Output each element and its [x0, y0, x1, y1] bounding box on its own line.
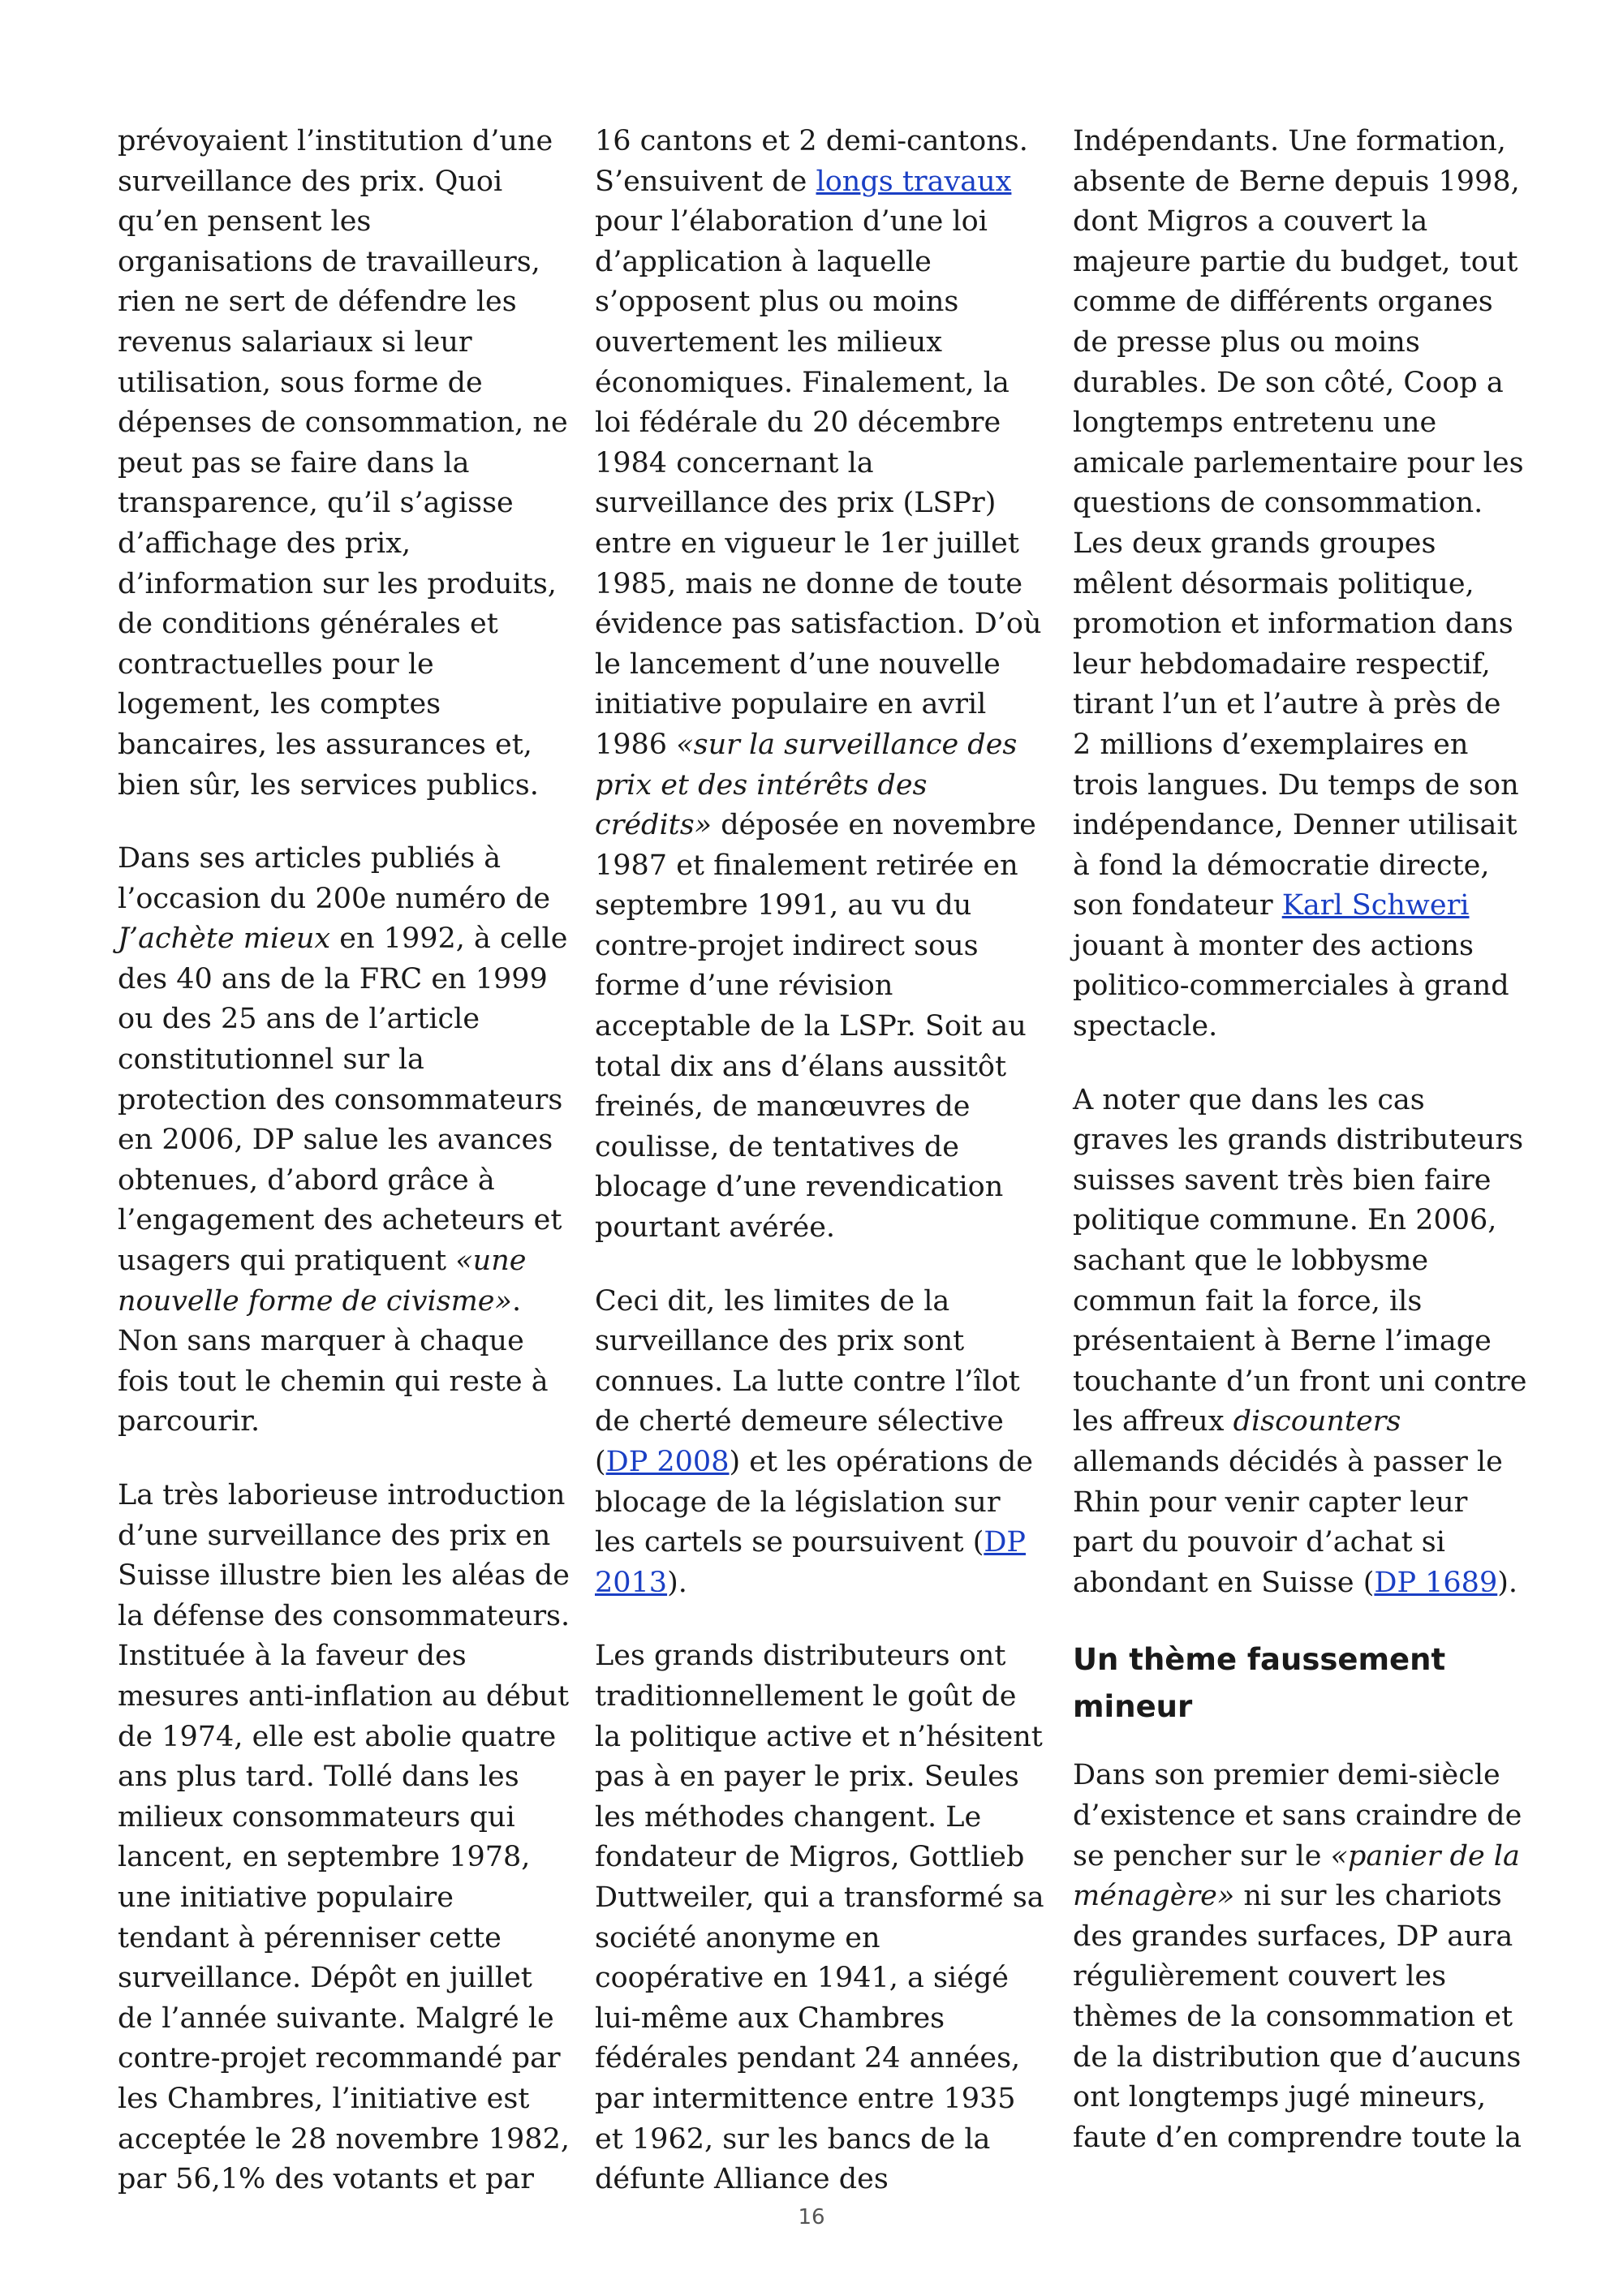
quotation: «une nouvelle forme de civisme»: [118, 1245, 527, 1318]
text-column-1: [118, 122, 572, 2200]
paragraph-text: ni sur les chariots des grandes surfaces, DP aura régulièrement couvert les thèmes de la consommation et de la distribution que d’aucuns ont longtemps jugé mineurs, faute d’en comprendre toute la: [1073, 1880, 1522, 2154]
page-number: 16: [798, 2205, 825, 2229]
paragraph: [1073, 1756, 1527, 2158]
paragraph-text: La très laborieuse introduction d’une surveillance des prix en Suisse illustre bien les aléas de la défense des consommateurs. Instituée à la faveur des mesures anti-inflation au début de 1974, elle est abolie quatre ans plus tard. Tollé dans les milieux consommateurs qui lancent, en septembre 1978, une initiative populaire tendant à pérenniser cette surveillance. Dépôt en juillet de l’année suivante. Malgré le contre-projet recommandé par les Chambres, l’initiative est acceptée le 28 novembre 1982, par 56,1% des votants et par: [118, 1479, 570, 2196]
paragraph-text: Indépendants. Une formation, absente de Berne depuis 1998, dont Migros a couvert la majeure partie du budget, tout comme de différents organes de presse plus ou moins durables. De son côté, Coop a longtemps entretenu une amicale parlementaire pour les questions de consommation. Les deux grands groupes mêlent désormais politique, promotion et information dans leur hebdomadaire respectif, tirant l’un et l’autre à près de 2 millions d’exemplaires en trois langues. Du temps de son indépendance, Denner utilisait à fond la démocratie directe, son fondateur: [1073, 125, 1524, 922]
paragraph-text: pour l’élaboration d’une loi d’application à laquelle s’opposent plus ou moins ouvertement les milieux économiques. Finalement, la loi fédérale du 20 décembre 1984 concernant la surveillance des prix (LSPr) entre en vigueur le 1er juillet 1985, mais ne donne de toute évidence pas satisfaction. D’où le lancement d’une nouvelle initiative populaire en avril 1986: [595, 205, 1042, 761]
paragraph: [1073, 1081, 1527, 1604]
paragraph: [118, 122, 572, 806]
paragraph: [118, 839, 572, 1443]
paragraph-text: ).: [1497, 1566, 1518, 1599]
paragraph-text: en 1992, à celle des 40 ans de la FRC en 1999 ou des 25 ans de l’article constitutionnel sur la protection des consommateurs en 2006, DP salue les avances obtenues, d’abord grâce à l’engagement des acheteurs et usagers qui pratiquent: [118, 922, 568, 1278]
quotation: «panier de la ménagère»: [1073, 1839, 1520, 1913]
text-column-2: [595, 122, 1049, 2200]
paragraph: [118, 1476, 572, 2200]
quotation: «sur la surveillance des prix et des intérêts des crédits»: [595, 728, 1018, 842]
paragraph-text: . Non sans marquer à chaque fois tout le chemin qui reste à parcourir.: [118, 1284, 549, 1438]
paragraph: [1073, 122, 1527, 1047]
link-dp-2013[interactable]: DP 2013: [595, 1526, 1026, 1599]
paragraph: [595, 122, 1049, 1249]
paragraph-text: déposée en novembre 1987 et finalement retirée en septembre 1991, au vu du contre-projet indirect sous forme d’une révision acceptable de la LSPr. Soit au total dix ans d’élans aussitôt freinés, de manœuvres de coulisse, de tentatives de blocage d’une revendication pourtant avérée.: [595, 809, 1036, 1245]
paragraph-text: Dans ses articles publiés à l’occasion du 200e numéro de: [118, 842, 551, 915]
publication-title: J’achète mieux: [118, 922, 331, 956]
text-column-3: [1073, 122, 1527, 2158]
paragraph-text: 16 cantons et 2 demi-cantons. S’ensuivent de: [595, 125, 1028, 198]
paragraph-text: A noter que dans les cas graves les grands distributeurs suisses savent très bien faire politique commune. En 2006, sachant que le lobbysme commun fait la force, ils présentaient à Berne l’image touchante d’un front uni contre les affreux: [1073, 1083, 1527, 1438]
link-dp-1689[interactable]: DP 1689: [1374, 1566, 1498, 1599]
paragraph-text: ) et les opérations de blocage de la législation sur les cartels se poursuivent (: [595, 1446, 1034, 1559]
paragraph-text: Les grands distributeurs ont traditionnellement le goût de la politique active et n’hésitent pas à en payer le prix. Seules les méthodes changent. Le fondateur de Migros, Gottlieb Duttweiler, qui a transformé sa société anonyme en coopérative en 1941, a siégé lui-même aux Chambres fédérales pendant 24 années, par intermittence entre 1935 et 1962, sur les bancs de la défunte Alliance des: [595, 1640, 1044, 2196]
paragraph: [595, 1282, 1049, 1604]
paragraph-text: Ceci dit, les limites de la surveillance des prix sont connues. La lutte contre l’îlot de cherté demeure sélective (: [595, 1284, 1020, 1478]
link-karl-schweri[interactable]: Karl Schweri: [1281, 889, 1470, 922]
emphasis: discounters: [1233, 1405, 1401, 1438]
section-heading: Un thème faussement mineur: [1073, 1642, 1446, 1725]
paragraph-text: ).: [667, 1566, 687, 1599]
paragraph-text: Dans son premier demi-siècle d’existence et sans craindre de se pencher sur le: [1073, 1759, 1522, 1872]
link-dp-2008[interactable]: DP 2008: [605, 1446, 730, 1478]
link-longs-travaux[interactable]: longs travaux: [816, 165, 1012, 198]
paragraph-text: jouant à monter des actions politico-commerciales à grand spectacle.: [1073, 929, 1509, 1043]
paragraph-text: allemands décidés à passer le Rhin pour venir capter leur part du pouvoir d’achat si abondant en Suisse (: [1073, 1446, 1503, 1599]
paragraph: [595, 1636, 1049, 2199]
paragraph-text: prévoyaient l’institution d’une surveillance des prix. Quoi qu’en pensent les organisations de travailleurs, rien ne sert de défendre les revenus salariaux si leur utilisation, sous forme de dépenses de consommation, ne peut pas se faire dans la transparence, qu’il s’agisse d’affichage des prix, d’information sur les produits, de conditions générales et contractuelles pour le logement, les comptes bancaires, les assurances et, bien sûr, les services publics.: [118, 125, 568, 802]
